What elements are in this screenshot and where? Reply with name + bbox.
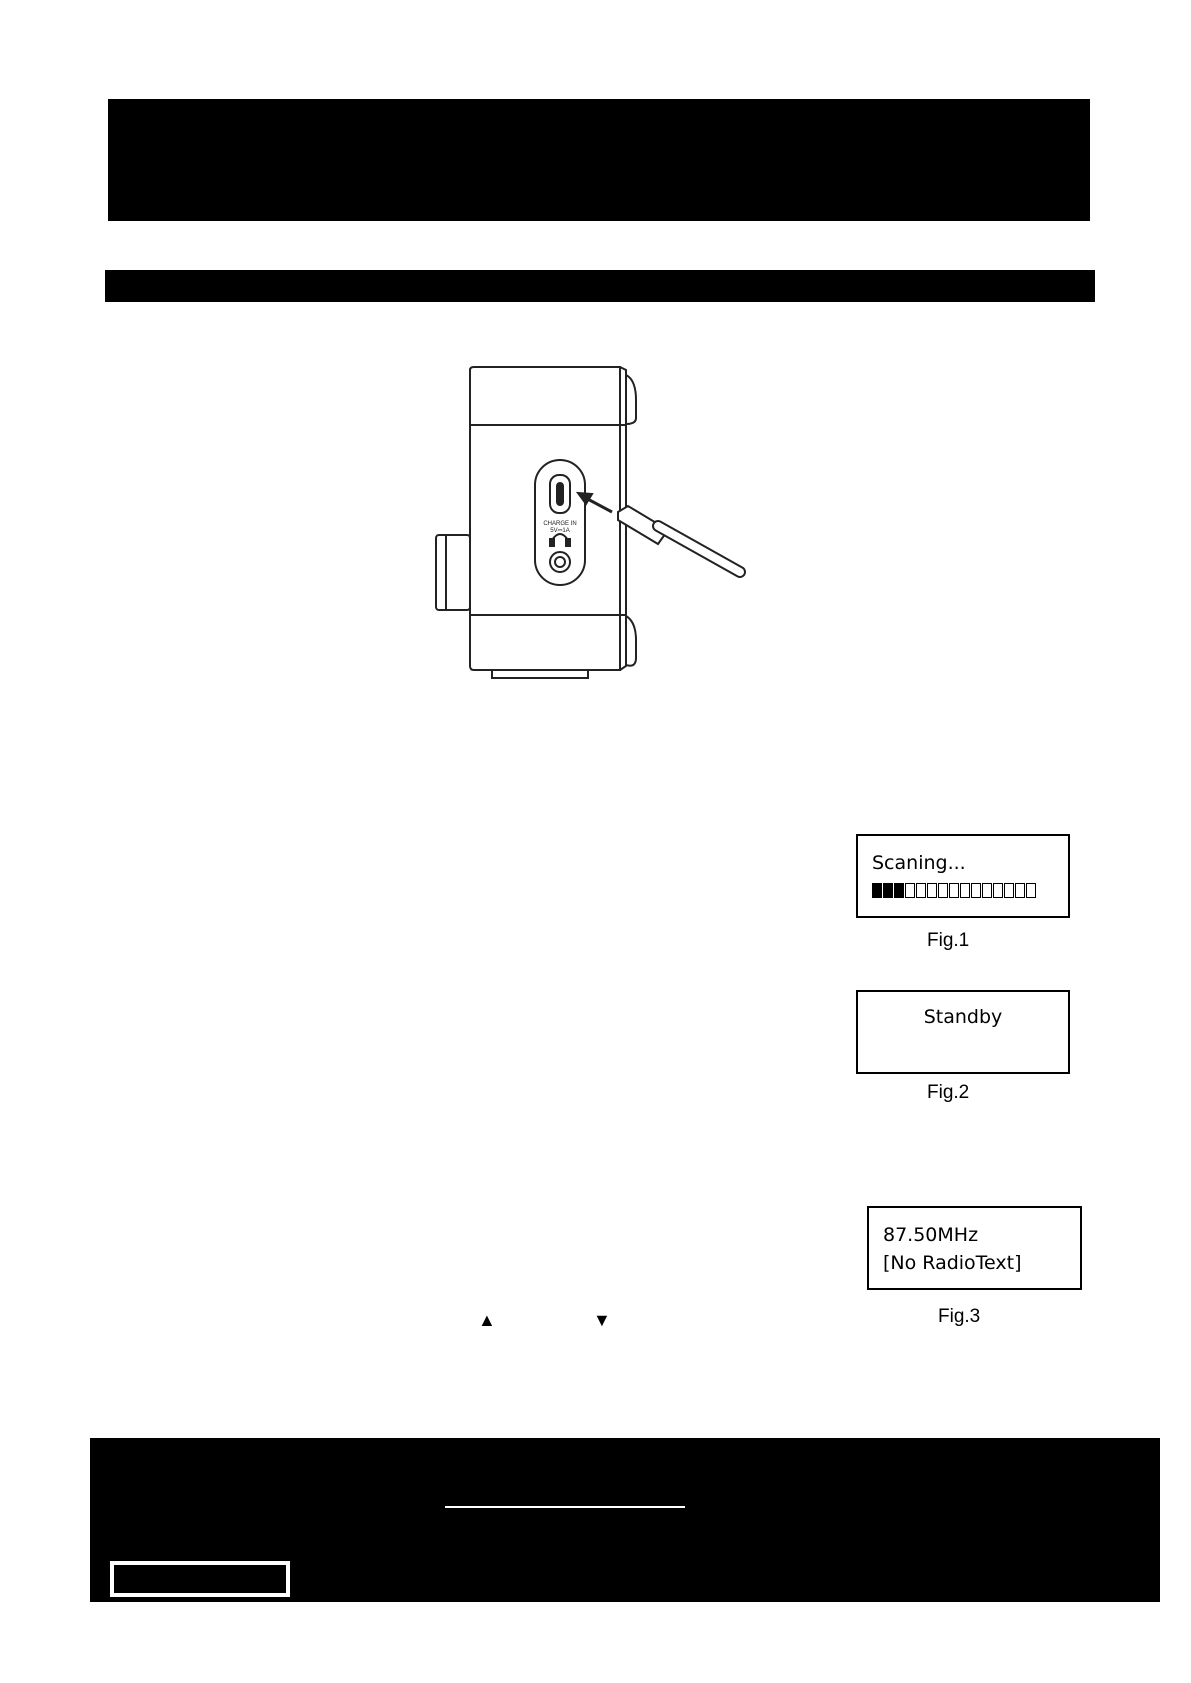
scan-progress-bar: [872, 883, 1036, 899]
progress-segment: [949, 883, 959, 898]
progress-segment: [1004, 883, 1014, 898]
fig3-caption: Fig.3: [938, 1306, 981, 1327]
progress-segment: [993, 883, 1003, 898]
lcd-display-fig2: [856, 990, 1070, 1074]
lcd-radiotext: [No RadioText]: [883, 1252, 1022, 1274]
footer-underline: [445, 1506, 685, 1508]
port-spec: 5V⎓1A: [550, 528, 570, 534]
lcd-display-fig3: [867, 1206, 1082, 1290]
progress-segment: [971, 883, 981, 898]
progress-segment: [960, 883, 970, 898]
header-band: [108, 99, 1090, 221]
progress-segment: [872, 883, 882, 898]
progress-segment: [905, 883, 915, 898]
progress-segment: [1015, 883, 1025, 898]
progress-segment: [894, 883, 904, 898]
down-arrow-icon: ▼: [593, 1310, 611, 1330]
progress-segment: [938, 883, 948, 898]
progress-segment: [916, 883, 926, 898]
progress-segment: [982, 883, 992, 898]
progress-segment: [883, 883, 893, 898]
progress-segment: [927, 883, 937, 898]
section-heading-bar: [105, 270, 1095, 302]
lcd-display-fig1: [856, 834, 1070, 918]
lcd-frequency-text: 87.50MHz: [883, 1224, 979, 1246]
fig1-caption: Fig.1: [927, 930, 970, 951]
footer-badge: [110, 1561, 290, 1597]
radio-charging-illustration: [400, 340, 780, 685]
lcd-standby-text: Standby: [923, 1006, 1003, 1028]
fig2-caption: Fig.2: [927, 1082, 970, 1103]
lcd-scanning-text: Scaning...: [872, 852, 966, 874]
progress-segment: [1026, 883, 1036, 898]
up-arrow-icon: ▲: [478, 1310, 496, 1330]
port-label: CHARGE IN: [543, 521, 577, 527]
